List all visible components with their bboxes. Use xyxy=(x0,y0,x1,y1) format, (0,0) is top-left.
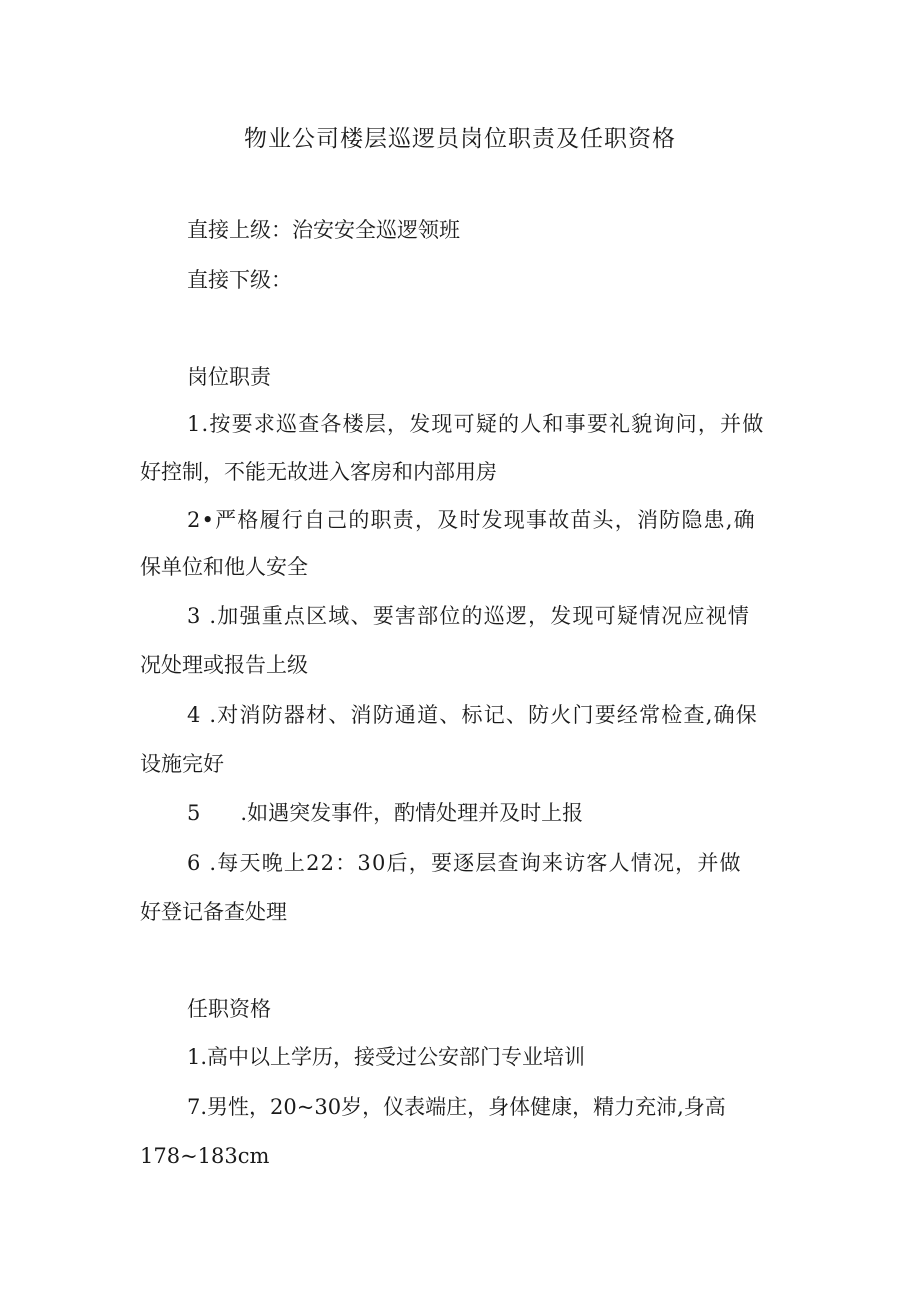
duty-item-6-line-2: 好登记备查处理 xyxy=(140,900,287,924)
duty-item-2-line-1: 2•严格履行自己的职责，及时发现事故苗头，消防隐患,确 xyxy=(187,508,756,532)
duty-item-5-line-1: 5 .如遇突发事件，酌情处理并及时上报 xyxy=(187,801,584,825)
qualification-item-1-line-1: 1.高中以上学历，接受过公安部门专业培训 xyxy=(187,1045,586,1069)
qualification-item-2-line-2: 178~183cm xyxy=(140,1144,270,1168)
direct-subordinate: 直接下级： xyxy=(187,268,292,292)
duty-item-4-line-1: 4 .对消防器材、消防通道、标记、防火门要经常检查,确保 xyxy=(187,703,758,727)
duty-item-3-line-1: 3 .加强重点区域、要害部位的巡逻，发现可疑情况应视情 xyxy=(187,604,751,628)
duty-item-6-line-1: 6 .每天晚上22：30后，要逐层查询来访客人情况，并做 xyxy=(187,851,742,875)
qualifications-heading: 任职资格 xyxy=(187,997,271,1021)
duty-item-3-line-2: 况处理或报告上级 xyxy=(140,653,308,677)
document-title: 物业公司楼层巡逻员岗位职责及任职资格 xyxy=(244,126,676,152)
duty-item-2-line-2: 保单位和他人安全 xyxy=(140,555,308,579)
qualification-item-2-line-1: 7.男性，20~30岁，仪表端庄，身体健康，精力充沛,身高 xyxy=(187,1095,726,1119)
direct-superior: 直接上级：治安安全巡逻领班 xyxy=(187,218,460,242)
duty-item-1-line-2: 好控制，不能无故进入客房和内部用房 xyxy=(140,460,497,484)
duty-item-1-line-1: 1.按要求巡查各楼层，发现可疑的人和事要礼貌询问，并做 xyxy=(187,412,765,436)
duties-heading: 岗位职责 xyxy=(187,365,271,389)
duty-item-4-line-2: 设施完好 xyxy=(140,752,224,776)
